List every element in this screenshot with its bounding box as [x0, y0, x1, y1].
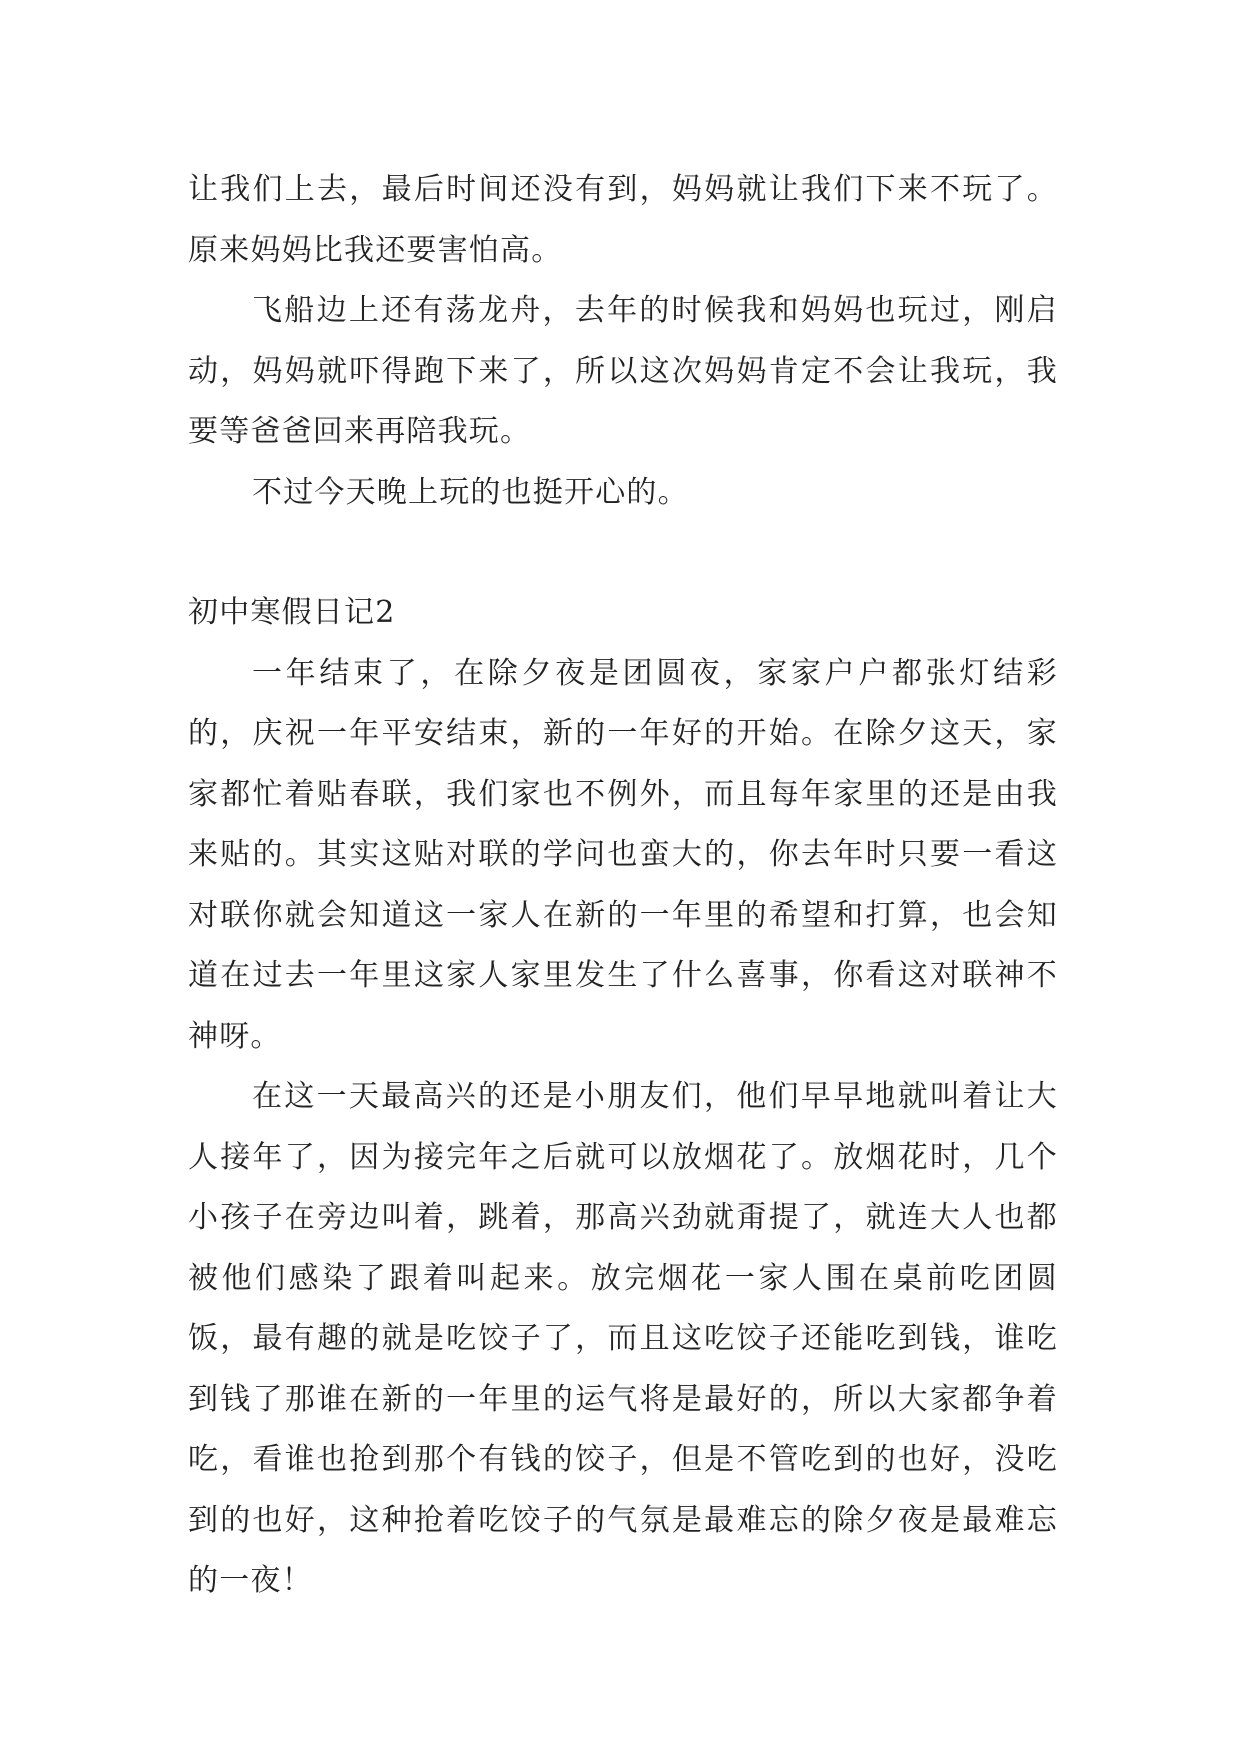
paragraph-happy-evening: 不过今天晚上玩的也挺开心的。 [252, 474, 689, 510]
document-body [188, 160, 1058, 1612]
section-gap [188, 523, 1058, 583]
paragraph-fireworks-dumplings: 在这一天最高兴的还是小朋友们，他们早早地就叫着让大人接年了，因为接完年之后就可以放烟花了。放烟花时，几个小孩子在旁边叫着，跳着，那高兴劲就甭提了，就连大人也都被他们感染了跟着叫起来。放完烟花一家人围在桌前吃团圆饭，最有趣的就是吃饺子了，而且这吃饺子还能吃到钱，谁吃到钱了那谁在新的一年里的运气将是最好的，所以大家都争着吃，看谁也抢到那个有钱的饺子，但是不管吃到的也好，没吃到的也好，这种抢着吃饺子的气氛是最难忘的除夕夜是最难忘的一夜！ [188, 1079, 1058, 1598]
section-title: 初中寒假日记2 [188, 595, 396, 630]
paragraph-new-year-eve: 一年结束了，在除夕夜是团圆夜，家家户户都张灯结彩的，庆祝一年平安结束，新的一年好的开始。在除夕这天，家家都忙着贴春联，我们家也不例外，而且每年家里的还是由我来贴的。其实这贴对联的学问也蛮大的，你去年时只要一看这对联你就会知道这一家人在新的一年里的希望和打算，也会知道在过去一年里这家人家里发生了什么喜事，你看这对联神不神呀。 [188, 655, 1058, 1054]
paragraph-dragon-boat: 飞船边上还有荡龙舟，去年的时候我和妈妈也玩过，刚启动，妈妈就吓得跑下来了，所以这次妈妈肯定不会让我玩，我要等爸爸回来再陪我玩。 [188, 293, 1058, 449]
continued-paragraph: 让我们上去，最后时间还没有到，妈妈就让我们下来不玩了。原来妈妈比我还要害怕高。 [188, 172, 1058, 268]
